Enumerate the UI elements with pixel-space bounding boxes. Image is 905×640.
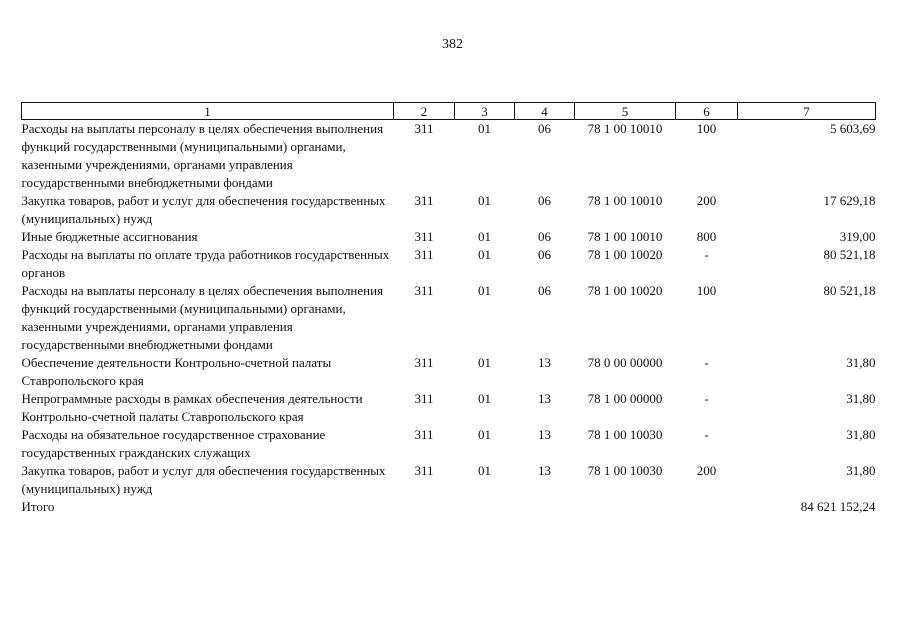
table-row [22,192,876,228]
row-target-code: 78 0 00 00000 [587,355,663,370]
header-row [22,103,876,120]
total-row [22,498,876,516]
row-subsection-code: 13 [538,427,551,442]
row-expense-type: - [704,391,709,406]
row-amount: 31,80 [846,427,876,442]
table-row [22,282,876,354]
row-amount: 31,80 [846,463,876,478]
row-expense-type: 100 [696,283,717,298]
row-expense-type: - [704,247,709,262]
row-ministry-code: 311 [414,463,434,478]
row-section-code: 01 [478,247,491,262]
row-section-code: 01 [478,121,491,136]
row-subsection-code: 13 [538,391,551,406]
total-amount: 84 621 152,24 [800,499,876,514]
header-col-5: 5 [575,103,676,120]
row-name: Закупка товаров, работ и услуг для обеспечения государственных (муниципальных) нужд [21,193,386,226]
row-section-code: 01 [478,463,491,478]
row-expense-type: 200 [696,463,717,478]
row-ministry-code: 311 [414,391,434,406]
row-amount: 17 629,18 [823,193,876,208]
row-name: Расходы на обязательное государственное страхование государственных гражданских служащих [21,427,326,460]
row-name: Расходы на выплаты персоналу в целях обеспечения выполнения функций государственными (муниципальными) органами, казенными учреждениями, органами управления государственными внебюджетными фондами [21,121,384,190]
row-section-code: 01 [478,355,491,370]
row-ministry-code: 311 [414,229,434,244]
table-header [22,103,876,120]
table-row [22,354,876,390]
header-col-1: 1 [22,103,394,120]
row-section-code: 01 [478,229,491,244]
row-subsection-code: 06 [538,283,551,298]
table-body [22,120,876,517]
row-amount: 31,80 [846,355,876,370]
row-ministry-code: 311 [414,247,434,262]
row-section-code: 01 [478,283,491,298]
row-name: Расходы на выплаты персоналу в целях обеспечения выполнения функций государственными (муниципальными) органами, казенными учреждениями, органами управления государственными внебюджетными фондами [21,283,384,352]
row-target-code: 78 1 00 10010 [587,193,663,208]
header-col-2: 2 [394,103,455,120]
row-name: Расходы на выплаты по оплате труда работников государственных органов [21,247,390,280]
row-name: Непрограммные расходы в рамках обеспечения деятельности Контрольно-счетной палаты Ставропольского края [21,391,363,424]
table-row [22,228,876,246]
row-amount: 31,80 [846,391,876,406]
row-expense-type: - [704,427,709,442]
row-target-code: 78 1 00 10010 [587,229,663,244]
budget-table [21,102,876,516]
row-target-code: 78 1 00 10020 [587,247,663,262]
header-col-3: 3 [455,103,515,120]
row-target-code: 78 1 00 10030 [587,463,663,478]
row-section-code: 01 [478,193,491,208]
row-subsection-code: 13 [538,463,551,478]
row-subsection-code: 06 [538,229,551,244]
row-subsection-code: 06 [538,247,551,262]
table-row [22,462,876,498]
table-row [22,390,876,426]
row-section-code: 01 [478,427,491,442]
table-row [22,246,876,282]
row-ministry-code: 311 [414,355,434,370]
row-expense-type: 800 [696,229,717,244]
header-col-6: 6 [676,103,738,120]
page-number: 382 [442,37,463,52]
row-subsection-code: 06 [538,121,551,136]
row-expense-type: - [704,355,709,370]
row-ministry-code: 311 [414,121,434,136]
row-subsection-code: 06 [538,193,551,208]
row-ministry-code: 311 [414,193,434,208]
row-target-code: 78 1 00 00000 [587,391,663,406]
row-target-code: 78 1 00 10030 [587,427,663,442]
row-section-code: 01 [478,391,491,406]
row-target-code: 78 1 00 10020 [587,283,663,298]
row-expense-type: 200 [696,193,717,208]
row-name: Иные бюджетные ассигнования [21,229,198,244]
row-name: Обеспечение деятельности Контрольно-счетной палаты Ставропольского края [21,355,332,388]
row-amount: 319,00 [839,229,876,244]
row-ministry-code: 311 [414,427,434,442]
row-amount: 80 521,18 [823,283,876,298]
header-col-7: 7 [738,103,876,120]
row-name: Закупка товаров, работ и услуг для обеспечения государственных (муниципальных) нужд [21,463,386,496]
row-amount: 80 521,18 [823,247,876,262]
table-row [22,426,876,462]
row-target-code: 78 1 00 10010 [587,121,663,136]
row-subsection-code: 13 [538,355,551,370]
row-amount: 5 603,69 [830,121,876,136]
row-ministry-code: 311 [414,283,434,298]
table-row [22,120,876,193]
total-label: Итого [21,499,55,514]
header-col-4: 4 [515,103,575,120]
row-expense-type: 100 [696,121,717,136]
